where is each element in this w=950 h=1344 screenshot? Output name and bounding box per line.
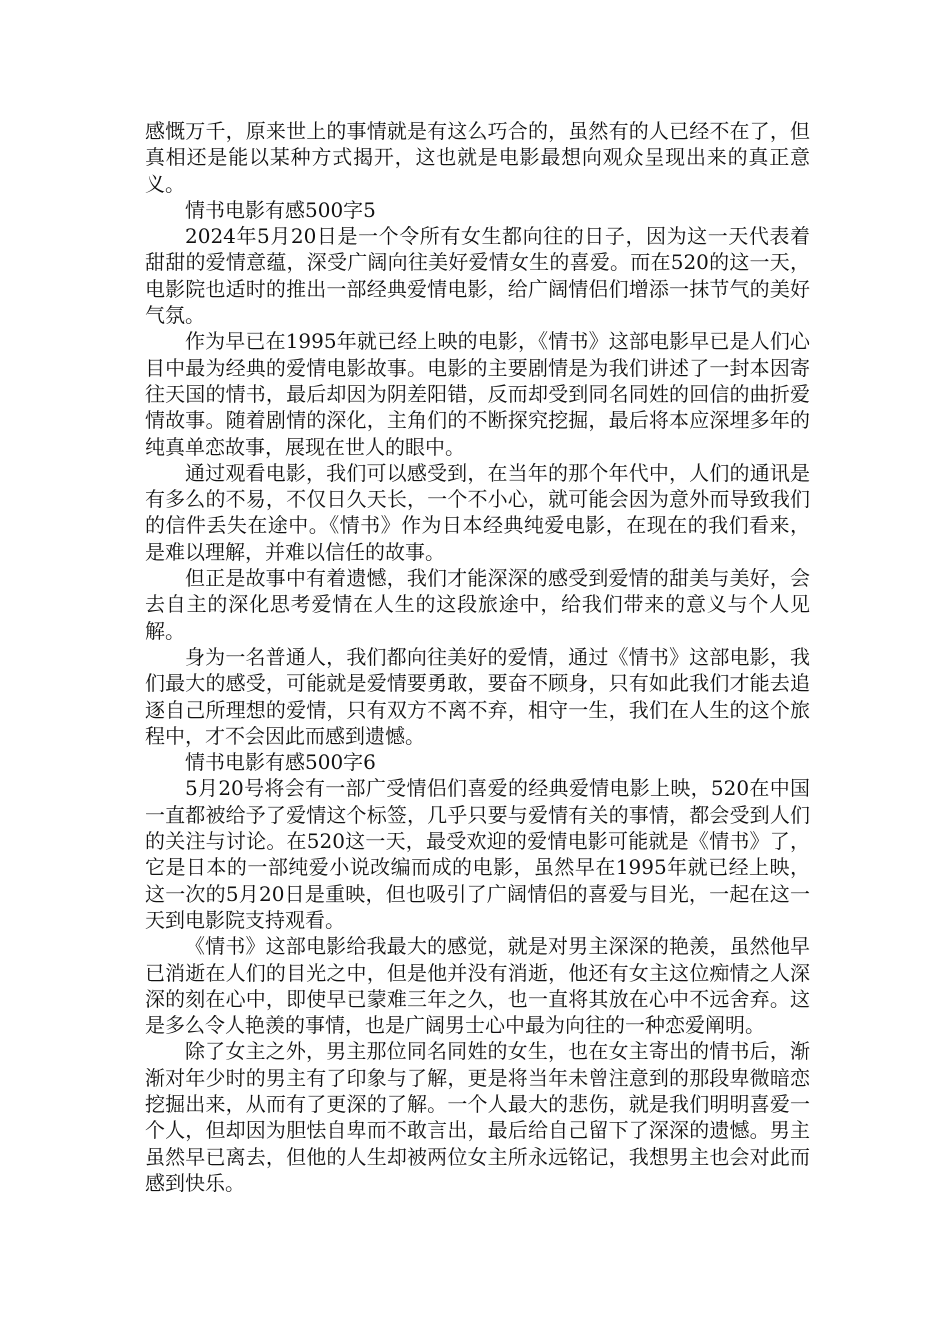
paragraph-1: 感慨万千，原来世上的事情就是有这么巧合的，虽然有的人已经不在了，但真相还是能以某种方式揭开，这也就是电影最想向观众呈现出来的真正意义。	[145, 119, 810, 196]
document-body	[145, 118, 810, 1196]
paragraph-6: 身为一名普通人，我们都向往美好的爱情，通过《情书》这部电影，我们最大的感受，可能就是爱情要勇敢，要奋不顾身，只有如此我们才能去追逐自己所理想的爱情，只有双方不离不弃，相守一生，我们在人生的这个旅程中，才不会因此而感到遗憾。	[145, 644, 810, 748]
paragraph-7: 5月20号将会有一部广受情侣们喜爱的经典爱情电影上映，520在中国一直都被给予了爱情这个标签，几乎只要与爱情有关的事情，都会受到人们的关注与讨论。在520这一天，最受欢迎的爱情电影可能就是《情书》了，它是日本的一部纯爱小说改编而成的电影，虽然早在1995年就已经上映，这一次的5月20日是重映，但也吸引了广阔情侣的喜爱与目光，一起在这一天到电影院支持观看。	[145, 776, 810, 932]
section-heading-5: 情书电影有感500字5	[185, 197, 376, 222]
section-heading-6: 情书电影有感500字6	[185, 750, 376, 775]
paragraph-3: 作为早已在1995年就已经上映的电影，《情书》这部电影早已是人们心目中最为经典的爱情电影故事。电影的主要剧情是为我们讲述了一封本因寄往天国的情书，最后却因为阴差阳错，反而却受到同名同姓的回信的曲折爱情故事。随着剧情的深化，主角们的不断探究挖掘，最后将本应深埋多年的纯真单恋故事，展现在世人的眼中。	[145, 329, 810, 459]
paragraph-8: 《情书》这部电影给我最大的感觉，就是对男主深深的艳羡，虽然他早已消逝在人们的目光之中，但是他并没有消逝，他还有女主这位痴情之人深深的刻在心中，即使早已蒙难三年之久，也一直将其放在心中不远舍弃。这是多么令人艳羡的事情，也是广阔男士心中最为向往的一种恋爱阐明。	[145, 934, 810, 1038]
paragraph-2: 2024年5月20日是一个令所有女生都向往的日子，因为这一天代表着甜甜的爱情意蕴，深受广阔向往美好爱情女生的喜爱。而在520的这一天，电影院也适时的推出一部经典爱情电影，给广阔情侣们增添一抹节气的美好气氛。	[145, 224, 810, 328]
paragraph-9: 除了女主之外，男主那位同名同姓的女生，也在女主寄出的情书后，渐渐对年少时的男主有了印象与了解，更是将当年未曾注意到的那段卑微暗恋挖掘出来，从而有了更深的了解。一个人最大的悲伤，就是我们明明喜爱一个人，但却因为胆怯自卑而不敢言出，最后给自己留下了深深的遗憾。男主虽然早已离去，但他的人生却被两位女主所永远铭记，我想男主也会对此而感到快乐。	[145, 1039, 810, 1195]
paragraph-5: 但正是故事中有着遗憾，我们才能深深的感受到爱情的甜美与美好，会去自主的深化思考爱情在人生的这段旅途中，给我们带来的意义与个人见解。	[145, 566, 810, 643]
paragraph-4: 通过观看电影，我们可以感受到，在当年的那个年代中，人们的通讯是有多么的不易，不仅日久天长，一个不小心，就可能会因为意外而导致我们的信件丢失在途中。《情书》作为日本经典纯爱电影，在现在的我们看来，是难以理解，并难以信任的故事。	[145, 460, 810, 564]
